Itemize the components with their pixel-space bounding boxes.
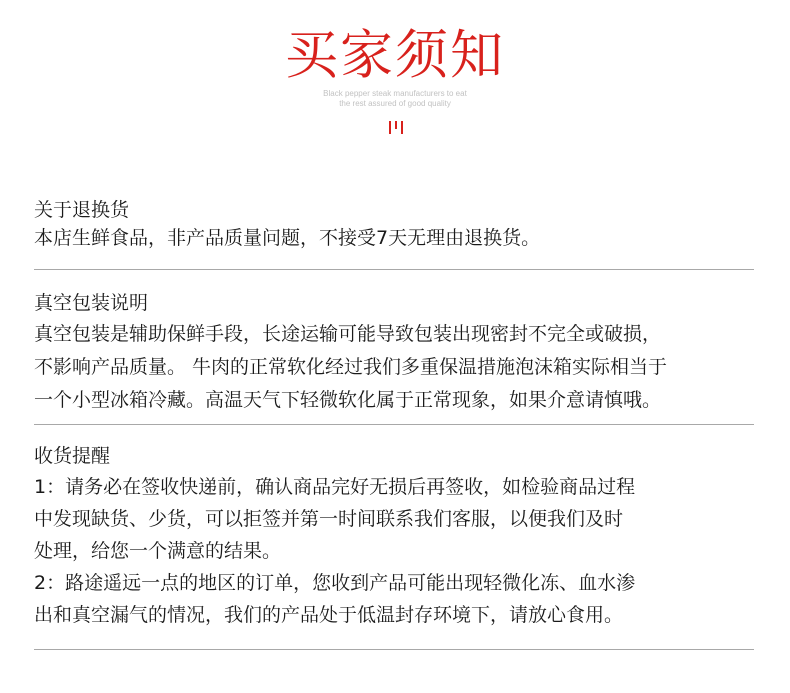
- subtitle-line-1: Black pepper steak manufacturers to eat: [323, 89, 467, 98]
- section-line: 不影响产品质量。 牛肉的正常软化经过我们多重保温措施泡沫箱实际相当于: [34, 356, 668, 378]
- section-heading: 真空包装说明: [34, 292, 149, 314]
- section-line: 一个小型冰箱冷藏。高温天气下轻微软化属于正常现象，如果介意请慎哦。: [34, 389, 662, 411]
- subtitle-line-2: the rest assured of good quality: [339, 99, 451, 108]
- section-vacuum-packaging: [34, 289, 754, 414]
- section-heading: 收货提醒: [34, 445, 111, 467]
- section-line: 2：路途遥远一点的地区的订单，您收到产品可能出现轻微化冻、血水渗: [34, 572, 636, 594]
- page-title: 买家须知: [285, 25, 505, 86]
- section-line: 本店生鲜食品，非产品质量问题，不接受7天无理由退换货。: [34, 227, 541, 249]
- section-line: 真空包装是辅助保鲜手段，长途运输可能导致包装出现密封不完全或破损，: [34, 323, 662, 345]
- section-line: 中发现缺货、少货，可以拒签并第一时间联系我们客服，以便我们及时: [34, 508, 624, 530]
- divider: [34, 649, 754, 650]
- section-returns: [34, 196, 754, 252]
- section-heading: 关于退换货: [34, 199, 130, 221]
- section-line: 出和真空漏气的情况，我们的产品处于低温封存环境下，请放心食用。: [34, 604, 624, 626]
- decorative-bars-icon: [388, 121, 404, 134]
- section-line: 处理，给您一个满意的结果。: [34, 540, 282, 562]
- divider: [34, 269, 754, 270]
- section-line: 1：请务必在签收快递前，确认商品完好无损后再签收，如检验商品过程: [34, 476, 636, 498]
- section-delivery-reminder: [34, 442, 754, 629]
- page-subtitle: [0, 89, 790, 109]
- divider: [34, 424, 754, 425]
